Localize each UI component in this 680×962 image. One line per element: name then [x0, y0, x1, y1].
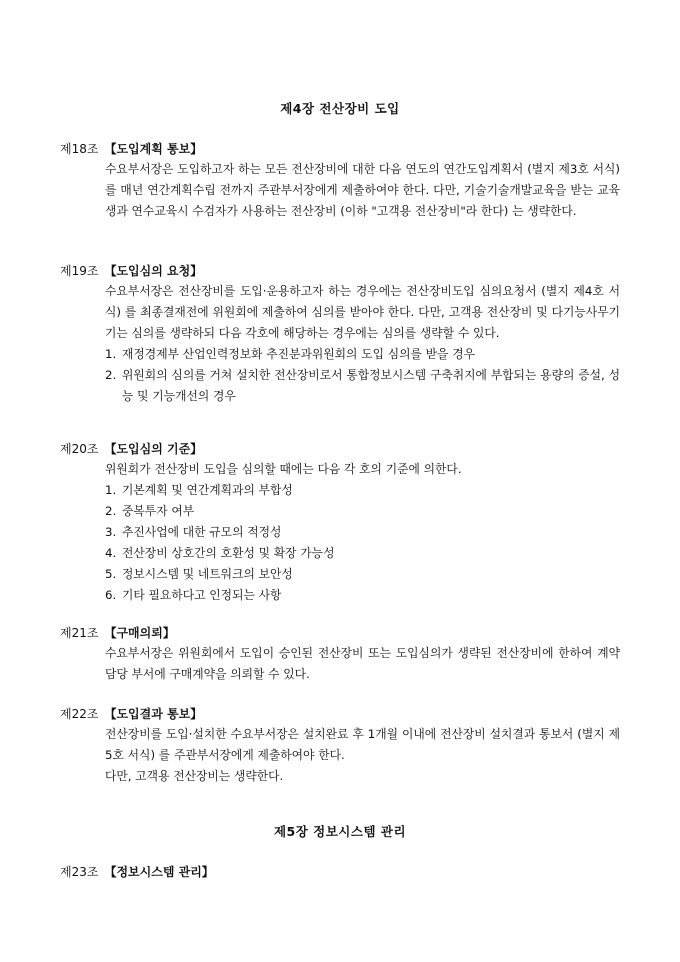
article-22-title: 【도입결과 통보】 — [104, 707, 203, 721]
article-19-heading — [60, 262, 202, 279]
article-21-heading — [60, 624, 175, 641]
article-20-title: 【도입심의 기준】 — [104, 442, 203, 456]
list-item: 3. 추진사업에 대한 규모의 적정성 — [105, 525, 282, 539]
chapter-5-title: 제5장 정보시스템 관리 — [273, 824, 407, 839]
article-20-text: 위원회가 전산장비 도입을 심의할 때에는 다음 각 호의 기준에 의한다. — [105, 462, 462, 476]
article-23-title: 【정보시스템 관리】 — [104, 865, 214, 879]
article-18-body — [105, 159, 620, 222]
article-22-body — [105, 724, 620, 787]
article-21-title: 【구매의뢰】 — [104, 626, 175, 640]
list-item: 2. 중복투자 여부 — [105, 504, 195, 518]
article-22-heading — [60, 705, 202, 722]
article-21-text: 수요부서장은 위원회에서 도입이 승인된 전산장비 또는 도입심의가 생략된 전산장비에 한하여 계약담당 부서에 구매계약을 의뢰할 수 있다. — [105, 646, 620, 681]
list-item: 1. 기본계획 및 연간계획과의 부합성 — [105, 483, 293, 497]
article-18-heading — [60, 140, 202, 157]
article-20-number: 제20조 — [60, 442, 99, 456]
article-18-text: 수요부서장은 도입하고자 하는 모든 전산장비에 대한 다음 연도의 연간도입계획서 (별지 제3호 서식) 를 매년 연간계획수립 전까지 주관부서장에게 제출하여야 한다. 다만, 기술기술개발교육을 받는 교육생과 연수교육시 수검자가 사용하는 전산장비 (이하 "고객용 전산장비"라 한다) 는 생략한다. — [105, 162, 620, 218]
list-item: 4. 전산장비 상호간의 호환성 및 확장 가능성 — [105, 546, 335, 560]
article-18-number: 제18조 — [60, 142, 99, 156]
article-19-text: 수요부서장은 전산장비를 도입·운용하고자 하는 경우에는 전산장비도입 심의요청서 (별지 제4호 서식) 를 최종결재전에 위원회에 제출하여 심의를 받아야 한다. 다만, 고객용 전산장비 및 다기능사무기기는 심의를 생략하되 다음 각호에 해당하는 경우에는 심의를 생략할 수 있다. — [105, 284, 620, 340]
list-item: 6. 기타 필요하다고 인정되는 사항 — [105, 588, 282, 602]
list-item: 2. 위원회의 심의를 거쳐 설치한 전산장비로서 통합정보시스템 구축취지에 부합되는 용량의 증설, 성능 및 기능개선의 경우 — [105, 368, 620, 403]
list-item: 1. 재정경제부 산업인력정보화 추진분과위원회의 도입 심의를 받을 경우 — [105, 347, 475, 361]
article-20-body — [105, 459, 620, 606]
chapter-4-title: 제4장 전산장비 도입 — [280, 101, 400, 116]
article-22-text-proviso: 다만, 고객용 전산장비는 생략한다. — [105, 769, 284, 783]
article-23-number: 제23조 — [60, 865, 99, 879]
article-19-number: 제19조 — [60, 264, 99, 278]
article-21-body — [105, 643, 620, 685]
article-19-title: 【도입심의 요청】 — [104, 264, 203, 278]
article-18-title: 【도입계획 통보】 — [104, 142, 203, 156]
article-20-heading — [60, 440, 202, 457]
list-item: 5. 정보시스템 및 네트워크의 보안성 — [105, 567, 293, 581]
article-19-body — [105, 281, 620, 407]
article-22-text: 전산장비를 도입·설치한 수요부서장은 설치완료 후 1개월 이내에 전산장비 설치결과 통보서 (별지 제5호 서식) 를 주관부서장에게 제출하여야 한다. — [105, 727, 620, 762]
article-22-number: 제22조 — [60, 707, 99, 721]
article-23-heading — [60, 863, 214, 880]
article-21-number: 제21조 — [60, 626, 99, 640]
